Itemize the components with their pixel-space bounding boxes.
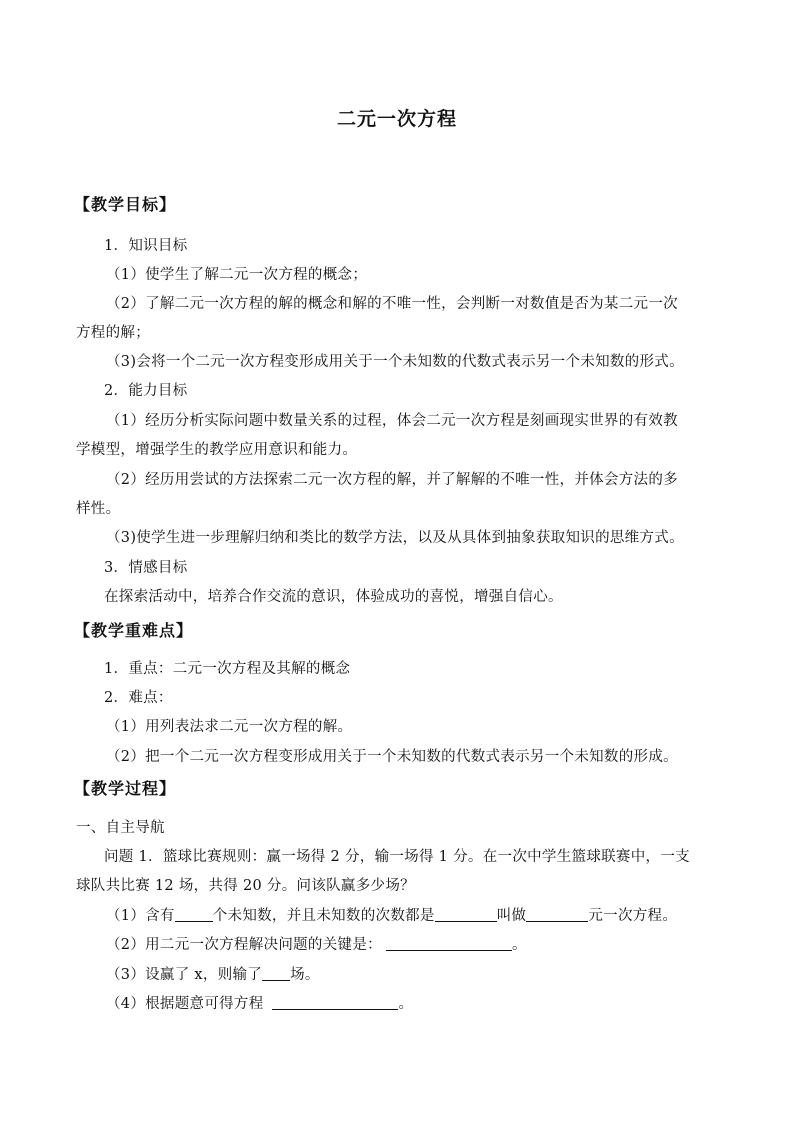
section-heading-process: 【教学过程】 <box>74 779 177 798</box>
question-text: 元一次方程。 <box>588 908 678 924</box>
problem-text: 球队共比赛 12 场，共得 20 分。问该队赢多少场？ <box>76 878 415 894</box>
question-text: 。 <box>398 996 414 1012</box>
question-text: （1）含有 <box>106 908 175 924</box>
question-2 <box>106 933 527 954</box>
goals-line: 在探索活动中，培养合作交流的意识，体验成功的喜悦，增强自信心。 <box>104 589 563 605</box>
goals-line: （1）使学生了解二元一次方程的概念； <box>106 267 368 283</box>
key-points-line: 1．重点：二元一次方程及其解的概念 <box>104 661 351 677</box>
question-text: （2）用二元一次方程解决问题的关键是： <box>106 937 382 953</box>
key-points-line: （2）把一个二元一次方程变形成用关于一个未知数的代数式表示另一个未知数的形成。 <box>106 749 678 765</box>
fill-blank[interactable] <box>175 907 213 922</box>
question-text: （4）根据题意可得方程 <box>106 996 269 1012</box>
fill-blank[interactable] <box>435 907 497 922</box>
key-points-line: 2．难点： <box>104 690 173 706</box>
fill-blank[interactable] <box>386 936 512 951</box>
goals-line: （2）经历用尝试的方法探索二元一次方程的解，并了解解的不唯一性，并体会方法的多 <box>106 472 678 488</box>
goals-line: 1．知识目标 <box>104 238 188 254</box>
goals-line: （3)使学生进一步理解归纳和类比的数学方法，以及从具体到抽象获取知识的思维方式。 <box>106 530 684 546</box>
process-part-title: 一、自主导航 <box>76 820 165 836</box>
page-title: 二元一次方程 <box>336 108 457 130</box>
goals-line: （2）了解二元一次方程的解的概念和解的不唯一性，会判断一对数值是否为某二元一次 <box>106 296 678 312</box>
fill-blank[interactable] <box>526 907 588 922</box>
fill-blank[interactable] <box>262 966 290 981</box>
question-text: 。 <box>511 937 527 953</box>
question-text: （3）设赢了 x，则输了 <box>106 967 263 983</box>
goals-line: 3．情感目标 <box>104 560 188 576</box>
goals-line: 样性。 <box>76 501 121 517</box>
goals-line: （3)会将一个二元一次方程变形成用关于一个未知数的代数式表示另一个未知数的形式。 <box>106 354 684 370</box>
question-text: 场。 <box>290 967 320 983</box>
question-1 <box>106 904 677 925</box>
goals-line: 2．能力目标 <box>104 383 188 399</box>
goals-line: 学模型，增强学生的教学应用意识和能力。 <box>76 442 358 458</box>
question-4 <box>106 992 413 1013</box>
problem-text: 问题 1．篮球比赛规则：赢一场得 2 分，输一场得 1 分。在一次中学生篮球联赛中，一支 <box>104 849 690 865</box>
fill-blank[interactable] <box>272 995 398 1010</box>
goals-line: 方程的解； <box>76 325 150 341</box>
question-text: 个未知数，并且未知数的次数都是 <box>212 908 435 924</box>
key-points-line: （1）用列表法求二元一次方程的解。 <box>106 719 353 735</box>
question-3 <box>106 963 320 984</box>
section-heading-goals: 【教学目标】 <box>74 195 177 214</box>
question-text: 叫做 <box>496 908 527 924</box>
goals-line: （1）经历分析实际问题中数量关系的过程，体会二元一次方程是刻画现实世界的有效教 <box>106 413 678 429</box>
section-heading-key-points: 【教学重难点】 <box>74 621 194 640</box>
